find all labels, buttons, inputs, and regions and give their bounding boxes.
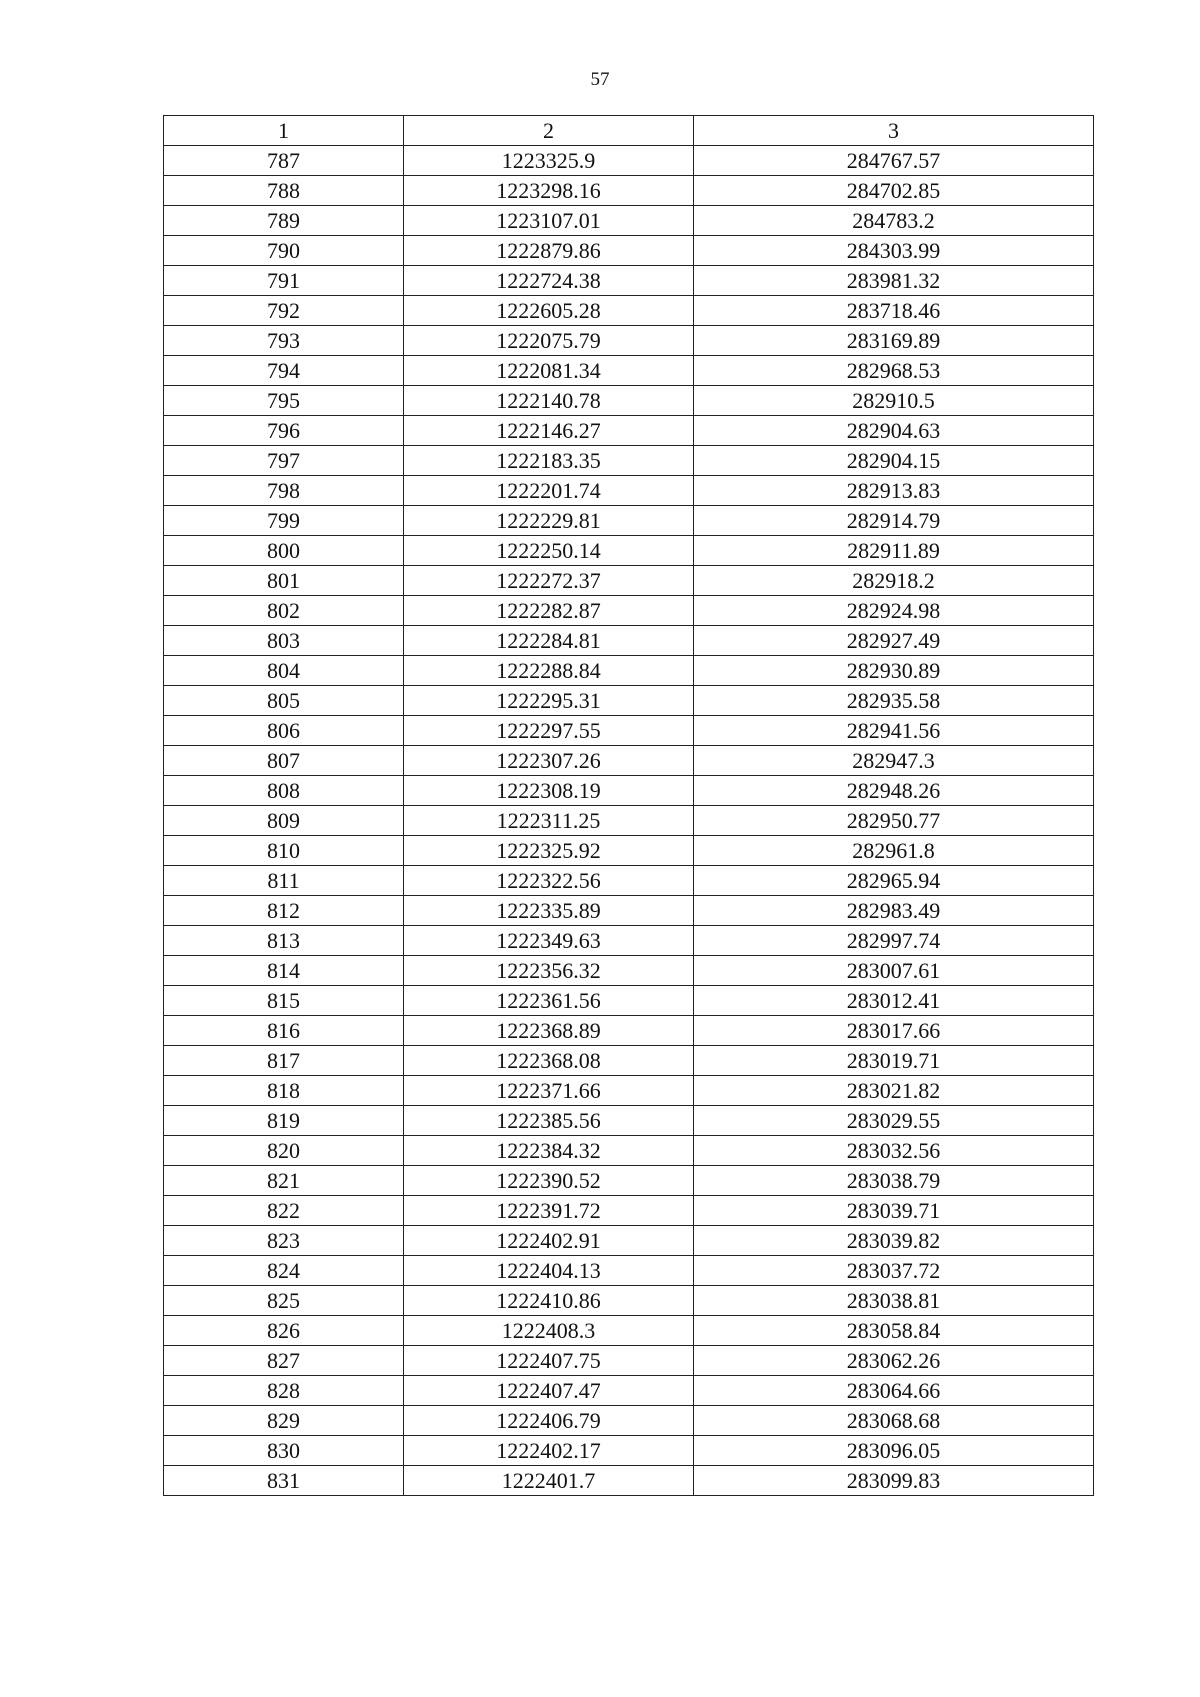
x-coordinate-cell: 1222311.25 [404, 806, 694, 836]
point-number-cell: 821 [164, 1166, 404, 1196]
x-coordinate-cell: 1222361.56 [404, 986, 694, 1016]
table-row [164, 446, 1094, 476]
y-coordinate-cell: 282913.83 [694, 476, 1094, 506]
table-row [164, 1466, 1094, 1496]
point-number-cell: 791 [164, 266, 404, 296]
y-coordinate-cell: 283039.82 [694, 1226, 1094, 1256]
y-coordinate-cell: 282968.53 [694, 356, 1094, 386]
x-coordinate-cell: 1222201.74 [404, 476, 694, 506]
table-row [164, 1406, 1094, 1436]
point-number-cell: 801 [164, 566, 404, 596]
x-coordinate-cell: 1222368.08 [404, 1046, 694, 1076]
point-number-cell: 809 [164, 806, 404, 836]
table-row [164, 1136, 1094, 1166]
table-row [164, 1436, 1094, 1466]
point-number-cell: 788 [164, 176, 404, 206]
table-header-row [164, 116, 1094, 146]
point-number-cell: 813 [164, 926, 404, 956]
table-row [164, 236, 1094, 266]
point-number-cell: 830 [164, 1436, 404, 1466]
column-header-2: 2 [404, 116, 694, 146]
table-row [164, 1316, 1094, 1346]
y-coordinate-cell: 282918.2 [694, 566, 1094, 596]
y-coordinate-cell: 283062.26 [694, 1346, 1094, 1376]
point-number-cell: 819 [164, 1106, 404, 1136]
x-coordinate-cell: 1222295.31 [404, 686, 694, 716]
x-coordinate-cell: 1222385.56 [404, 1106, 694, 1136]
table-row [164, 686, 1094, 716]
y-coordinate-cell: 283038.81 [694, 1286, 1094, 1316]
y-coordinate-cell: 284702.85 [694, 176, 1094, 206]
y-coordinate-cell: 283032.56 [694, 1136, 1094, 1166]
point-number-cell: 820 [164, 1136, 404, 1166]
table-row [164, 1016, 1094, 1046]
page-number: 57 [590, 69, 610, 90]
point-number-cell: 822 [164, 1196, 404, 1226]
y-coordinate-cell: 282947.3 [694, 746, 1094, 776]
y-coordinate-cell: 283096.05 [694, 1436, 1094, 1466]
x-coordinate-cell: 1222879.86 [404, 236, 694, 266]
y-coordinate-cell: 283038.79 [694, 1166, 1094, 1196]
x-coordinate-cell: 1222408.3 [404, 1316, 694, 1346]
x-coordinate-cell: 1222401.7 [404, 1466, 694, 1496]
column-header-3: 3 [694, 116, 1094, 146]
x-coordinate-cell: 1222308.19 [404, 776, 694, 806]
x-coordinate-cell: 1222724.38 [404, 266, 694, 296]
table-row [164, 356, 1094, 386]
x-coordinate-cell: 1223325.9 [404, 146, 694, 176]
table-row [164, 956, 1094, 986]
point-number-cell: 828 [164, 1376, 404, 1406]
point-number-cell: 802 [164, 596, 404, 626]
y-coordinate-cell: 283064.66 [694, 1376, 1094, 1406]
y-coordinate-cell: 284767.57 [694, 146, 1094, 176]
y-coordinate-cell: 283058.84 [694, 1316, 1094, 1346]
point-number-cell: 812 [164, 896, 404, 926]
x-coordinate-cell: 1222081.34 [404, 356, 694, 386]
table-row [164, 146, 1094, 176]
x-coordinate-cell: 1222402.91 [404, 1226, 694, 1256]
x-coordinate-cell: 1223107.01 [404, 206, 694, 236]
point-number-cell: 824 [164, 1256, 404, 1286]
x-coordinate-cell: 1222368.89 [404, 1016, 694, 1046]
table-row [164, 1376, 1094, 1406]
point-number-cell: 799 [164, 506, 404, 536]
table-row [164, 1226, 1094, 1256]
y-coordinate-cell: 282997.74 [694, 926, 1094, 956]
point-number-cell: 793 [164, 326, 404, 356]
point-number-cell: 804 [164, 656, 404, 686]
x-coordinate-cell: 1222325.92 [404, 836, 694, 866]
table-row [164, 776, 1094, 806]
table-row [164, 296, 1094, 326]
table-row [164, 626, 1094, 656]
x-coordinate-cell: 1222140.78 [404, 386, 694, 416]
y-coordinate-cell: 282904.63 [694, 416, 1094, 446]
x-coordinate-cell: 1222075.79 [404, 326, 694, 356]
y-coordinate-cell: 282941.56 [694, 716, 1094, 746]
y-coordinate-cell: 283019.71 [694, 1046, 1094, 1076]
table-row [164, 1346, 1094, 1376]
y-coordinate-cell: 282965.94 [694, 866, 1094, 896]
table-row [164, 326, 1094, 356]
y-coordinate-cell: 282961.8 [694, 836, 1094, 866]
point-number-cell: 823 [164, 1226, 404, 1256]
table-row [164, 416, 1094, 446]
x-coordinate-cell: 1222307.26 [404, 746, 694, 776]
point-number-cell: 803 [164, 626, 404, 656]
table-row [164, 1196, 1094, 1226]
x-coordinate-cell: 1222322.56 [404, 866, 694, 896]
y-coordinate-cell: 283068.68 [694, 1406, 1094, 1436]
y-coordinate-cell: 282983.49 [694, 896, 1094, 926]
point-number-cell: 808 [164, 776, 404, 806]
column-header-1: 1 [164, 116, 404, 146]
x-coordinate-cell: 1222391.72 [404, 1196, 694, 1226]
y-coordinate-cell: 283718.46 [694, 296, 1094, 326]
y-coordinate-cell: 284303.99 [694, 236, 1094, 266]
x-coordinate-cell: 1222605.28 [404, 296, 694, 326]
x-coordinate-cell: 1222335.89 [404, 896, 694, 926]
y-coordinate-cell: 283029.55 [694, 1106, 1094, 1136]
table-row [164, 1076, 1094, 1106]
point-number-cell: 797 [164, 446, 404, 476]
y-coordinate-cell: 283037.72 [694, 1256, 1094, 1286]
x-coordinate-cell: 1222297.55 [404, 716, 694, 746]
x-coordinate-cell: 1222250.14 [404, 536, 694, 566]
table-row [164, 1166, 1094, 1196]
point-number-cell: 790 [164, 236, 404, 266]
table-row [164, 506, 1094, 536]
x-coordinate-cell: 1222356.32 [404, 956, 694, 986]
y-coordinate-cell: 283981.32 [694, 266, 1094, 296]
y-coordinate-cell: 282935.58 [694, 686, 1094, 716]
y-coordinate-cell: 282914.79 [694, 506, 1094, 536]
y-coordinate-cell: 282911.89 [694, 536, 1094, 566]
point-number-cell: 792 [164, 296, 404, 326]
x-coordinate-cell: 1222390.52 [404, 1166, 694, 1196]
x-coordinate-cell: 1222402.17 [404, 1436, 694, 1466]
table-row [164, 176, 1094, 206]
y-coordinate-cell: 283099.83 [694, 1466, 1094, 1496]
point-number-cell: 800 [164, 536, 404, 566]
table-row [164, 986, 1094, 1016]
x-coordinate-cell: 1222410.86 [404, 1286, 694, 1316]
x-coordinate-cell: 1222404.13 [404, 1256, 694, 1286]
point-number-cell: 817 [164, 1046, 404, 1076]
table-row [164, 716, 1094, 746]
x-coordinate-cell: 1222282.87 [404, 596, 694, 626]
y-coordinate-cell: 283169.89 [694, 326, 1094, 356]
y-coordinate-cell: 282910.5 [694, 386, 1094, 416]
point-number-cell: 826 [164, 1316, 404, 1346]
point-number-cell: 795 [164, 386, 404, 416]
y-coordinate-cell: 282927.49 [694, 626, 1094, 656]
x-coordinate-cell: 1222371.66 [404, 1076, 694, 1106]
x-coordinate-cell: 1222384.32 [404, 1136, 694, 1166]
y-coordinate-cell: 284783.2 [694, 206, 1094, 236]
coordinates-table [163, 115, 1094, 1496]
table-row [164, 896, 1094, 926]
y-coordinate-cell: 283012.41 [694, 986, 1094, 1016]
point-number-cell: 796 [164, 416, 404, 446]
x-coordinate-cell: 1222407.75 [404, 1346, 694, 1376]
table-row [164, 1106, 1094, 1136]
x-coordinate-cell: 1222272.37 [404, 566, 694, 596]
table-row [164, 386, 1094, 416]
y-coordinate-cell: 282924.98 [694, 596, 1094, 626]
x-coordinate-cell: 1222284.81 [404, 626, 694, 656]
point-number-cell: 825 [164, 1286, 404, 1316]
table-row [164, 1046, 1094, 1076]
table-row [164, 926, 1094, 956]
table-row [164, 746, 1094, 776]
point-number-cell: 805 [164, 686, 404, 716]
point-number-cell: 806 [164, 716, 404, 746]
table-row [164, 656, 1094, 686]
table-row [164, 476, 1094, 506]
point-number-cell: 789 [164, 206, 404, 236]
x-coordinate-cell: 1222406.79 [404, 1406, 694, 1436]
x-coordinate-cell: 1222349.63 [404, 926, 694, 956]
point-number-cell: 811 [164, 866, 404, 896]
point-number-cell: 794 [164, 356, 404, 386]
y-coordinate-cell: 282904.15 [694, 446, 1094, 476]
table-row [164, 836, 1094, 866]
point-number-cell: 829 [164, 1406, 404, 1436]
x-coordinate-cell: 1222407.47 [404, 1376, 694, 1406]
x-coordinate-cell: 1222229.81 [404, 506, 694, 536]
point-number-cell: 807 [164, 746, 404, 776]
x-coordinate-cell: 1222146.27 [404, 416, 694, 446]
point-number-cell: 831 [164, 1466, 404, 1496]
table-row [164, 536, 1094, 566]
point-number-cell: 827 [164, 1346, 404, 1376]
table-row [164, 1256, 1094, 1286]
x-coordinate-cell: 1223298.16 [404, 176, 694, 206]
table-row [164, 266, 1094, 296]
point-number-cell: 798 [164, 476, 404, 506]
y-coordinate-cell: 282930.89 [694, 656, 1094, 686]
y-coordinate-cell: 283007.61 [694, 956, 1094, 986]
table-body [164, 146, 1094, 1496]
x-coordinate-cell: 1222288.84 [404, 656, 694, 686]
point-number-cell: 818 [164, 1076, 404, 1106]
y-coordinate-cell: 282948.26 [694, 776, 1094, 806]
x-coordinate-cell: 1222183.35 [404, 446, 694, 476]
point-number-cell: 810 [164, 836, 404, 866]
y-coordinate-cell: 283021.82 [694, 1076, 1094, 1106]
y-coordinate-cell: 283039.71 [694, 1196, 1094, 1226]
point-number-cell: 814 [164, 956, 404, 986]
table-row [164, 566, 1094, 596]
point-number-cell: 816 [164, 1016, 404, 1046]
point-number-cell: 815 [164, 986, 404, 1016]
table-row [164, 596, 1094, 626]
table-row [164, 806, 1094, 836]
point-number-cell: 787 [164, 146, 404, 176]
table-row [164, 1286, 1094, 1316]
table-row [164, 206, 1094, 236]
table-row [164, 866, 1094, 896]
y-coordinate-cell: 283017.66 [694, 1016, 1094, 1046]
y-coordinate-cell: 282950.77 [694, 806, 1094, 836]
